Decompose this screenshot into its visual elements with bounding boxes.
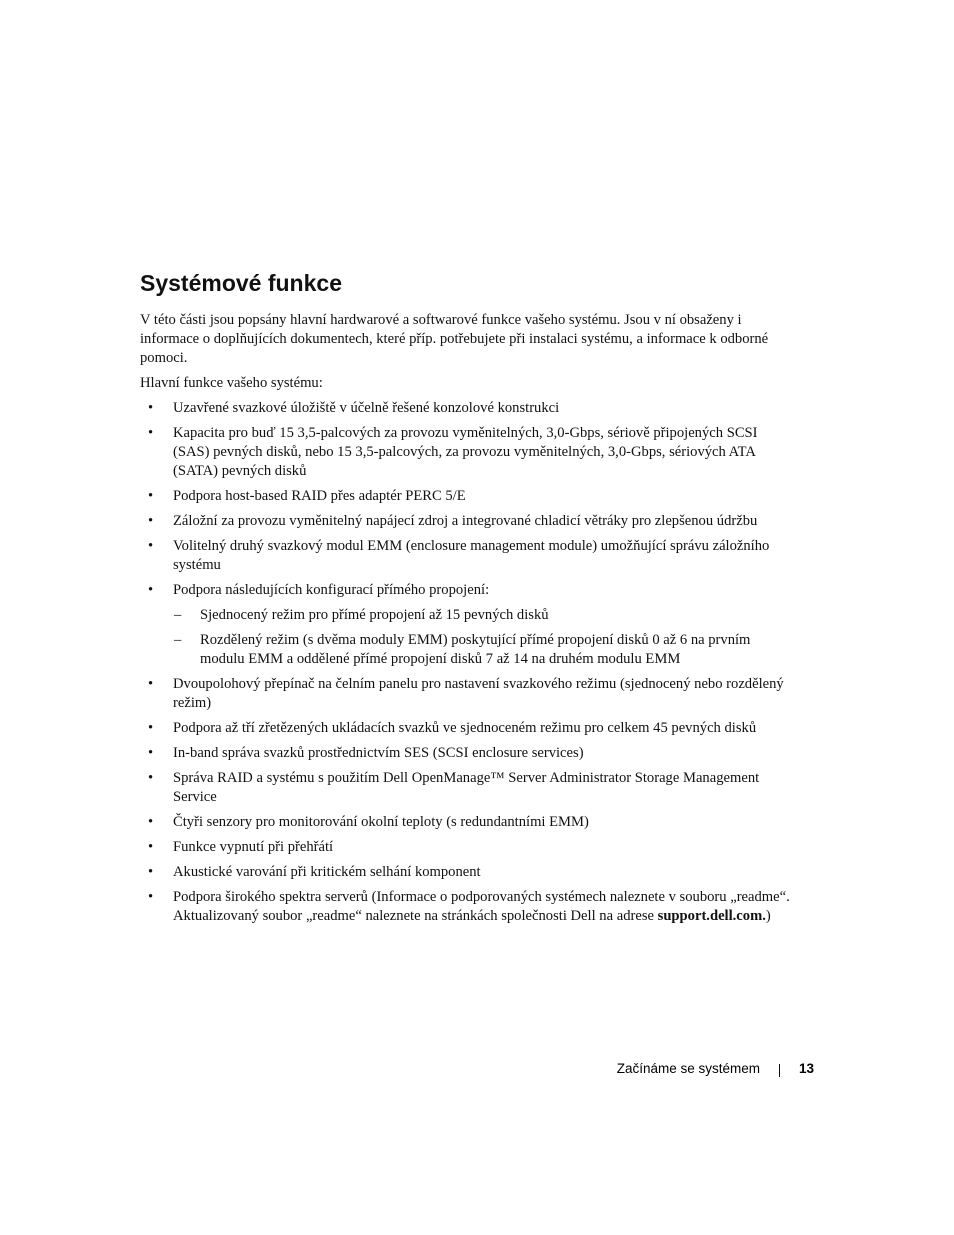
list-item-text: Podpora host-based RAID přes adaptér PERC 5/E — [173, 487, 466, 504]
bullet-icon: • — [148, 487, 154, 504]
list-item-text: Záložní za provozu vyměnitelný napájecí zdroj a integrované chladicí větráky pro zlepšenou údržbu — [173, 512, 758, 529]
list-item-text: Uzavřené svazkové úložiště v účelně řešené konzolové konstrukci — [173, 399, 560, 416]
list-item-text: Čtyři senzory pro monitorování okolní teploty (s redundantními EMM) — [173, 813, 589, 830]
sub-list-item — [140, 631, 790, 669]
bullet-icon: • — [148, 744, 154, 761]
list-item — [140, 813, 790, 832]
bullet-icon: • — [148, 838, 154, 855]
section-heading: Systémové funkce — [140, 270, 342, 296]
list-item — [140, 487, 790, 506]
list-item — [140, 838, 790, 857]
list-item — [140, 863, 790, 882]
list-item-suffix: ) — [765, 907, 771, 924]
feature-list — [140, 399, 790, 600]
page-number: 13 — [799, 1061, 815, 1076]
main-content — [140, 266, 790, 932]
footer-section-title: Začínáme se systémem — [616, 1061, 760, 1076]
sub-list-item-text: Sjednocený režim pro přímé propojení až 15 pevných disků — [200, 606, 549, 623]
bullet-icon: • — [148, 399, 154, 416]
bullet-icon: • — [148, 813, 154, 830]
list-item-text: Dvoupolohový přepínač na čelním panelu pro nastavení svazkového režimu (sjednocený nebo rozdělený režim) — [173, 675, 784, 711]
list-item — [140, 888, 790, 926]
page-footer — [0, 1061, 954, 1081]
bullet-icon: • — [148, 769, 154, 786]
dash-icon: – — [174, 606, 182, 623]
bullet-icon: • — [148, 512, 154, 529]
features-label: Hlavní funkce vašeho systému: — [140, 374, 323, 391]
list-item — [140, 719, 790, 738]
list-item-text: Správa RAID a systému s použitím Dell OpenManage™ Server Administrator Storage Management Service — [173, 769, 760, 805]
bullet-icon: • — [148, 863, 154, 880]
bullet-icon: • — [148, 888, 154, 905]
dash-icon: – — [174, 631, 182, 648]
list-item — [140, 675, 790, 713]
bullet-icon: • — [148, 675, 154, 692]
list-item — [140, 512, 790, 531]
list-item — [140, 399, 790, 418]
bullet-icon: • — [148, 424, 154, 441]
sub-list-item — [140, 606, 790, 625]
bullet-icon: • — [148, 537, 154, 554]
list-item — [140, 424, 790, 481]
list-item — [140, 537, 790, 575]
list-item-text: Funkce vypnutí při přehřátí — [173, 838, 334, 855]
bullet-icon: • — [148, 581, 154, 598]
sub-feature-list — [140, 606, 790, 669]
list-item-text: Podpora následujících konfigurací přímého propojení: — [173, 581, 490, 598]
list-item-text: Akustické varování při kritickém selhání komponent — [173, 863, 481, 880]
list-item — [140, 769, 790, 807]
list-item — [140, 744, 790, 763]
bullet-icon: • — [148, 719, 154, 736]
feature-list-continued — [140, 675, 790, 926]
list-item-text: Volitelný druhý svazkový modul EMM (enclosure management module) umožňující správu záložního systému — [173, 537, 770, 573]
intro-paragraph: V této části jsou popsány hlavní hardwarové a softwarové funkce vašeho systému. Jsou v ní obsaženy i informace o doplňujících dokumentech, které příp. potřebujete při instalaci systému, a informace k odborné pomoci. — [140, 311, 769, 366]
footer-separator — [779, 1064, 780, 1077]
list-item-text: Kapacita pro buď 15 3,5-palcových za provozu vyměnitelných, 3,0-Gbps, sériově připojených SCSI (SAS) pevných disků, nebo 15 3,5-palcových, za provozu vyměnitelných, 3,0-Gbps, sériových ATA (SATA) pevných disků — [173, 424, 758, 479]
list-item-text: In-band správa svazků prostřednictvím SES (SCSI enclosure services) — [173, 744, 584, 761]
list-item-text: Podpora až tří zřetězených ukládacích svazků ve sjednoceném režimu pro celkem 45 pevných disků — [173, 719, 757, 736]
support-link[interactable]: support.dell.com. — [657, 907, 766, 924]
list-item-text: Podpora širokého spektra serverů (Informace o podporovaných systémech naleznete v souboru „readme“. Aktualizovaný soubor „readme“ naleznete na stránkách společnosti Dell na adrese — [173, 888, 790, 924]
list-item — [140, 581, 790, 600]
sub-list-item-text: Rozdělený režim (s dvěma moduly EMM) poskytující přímé propojení disků 0 až 6 na prvním modulu EMM a oddělené přímé propojení disků 7 až 14 na druhém modulu EMM — [200, 631, 751, 667]
